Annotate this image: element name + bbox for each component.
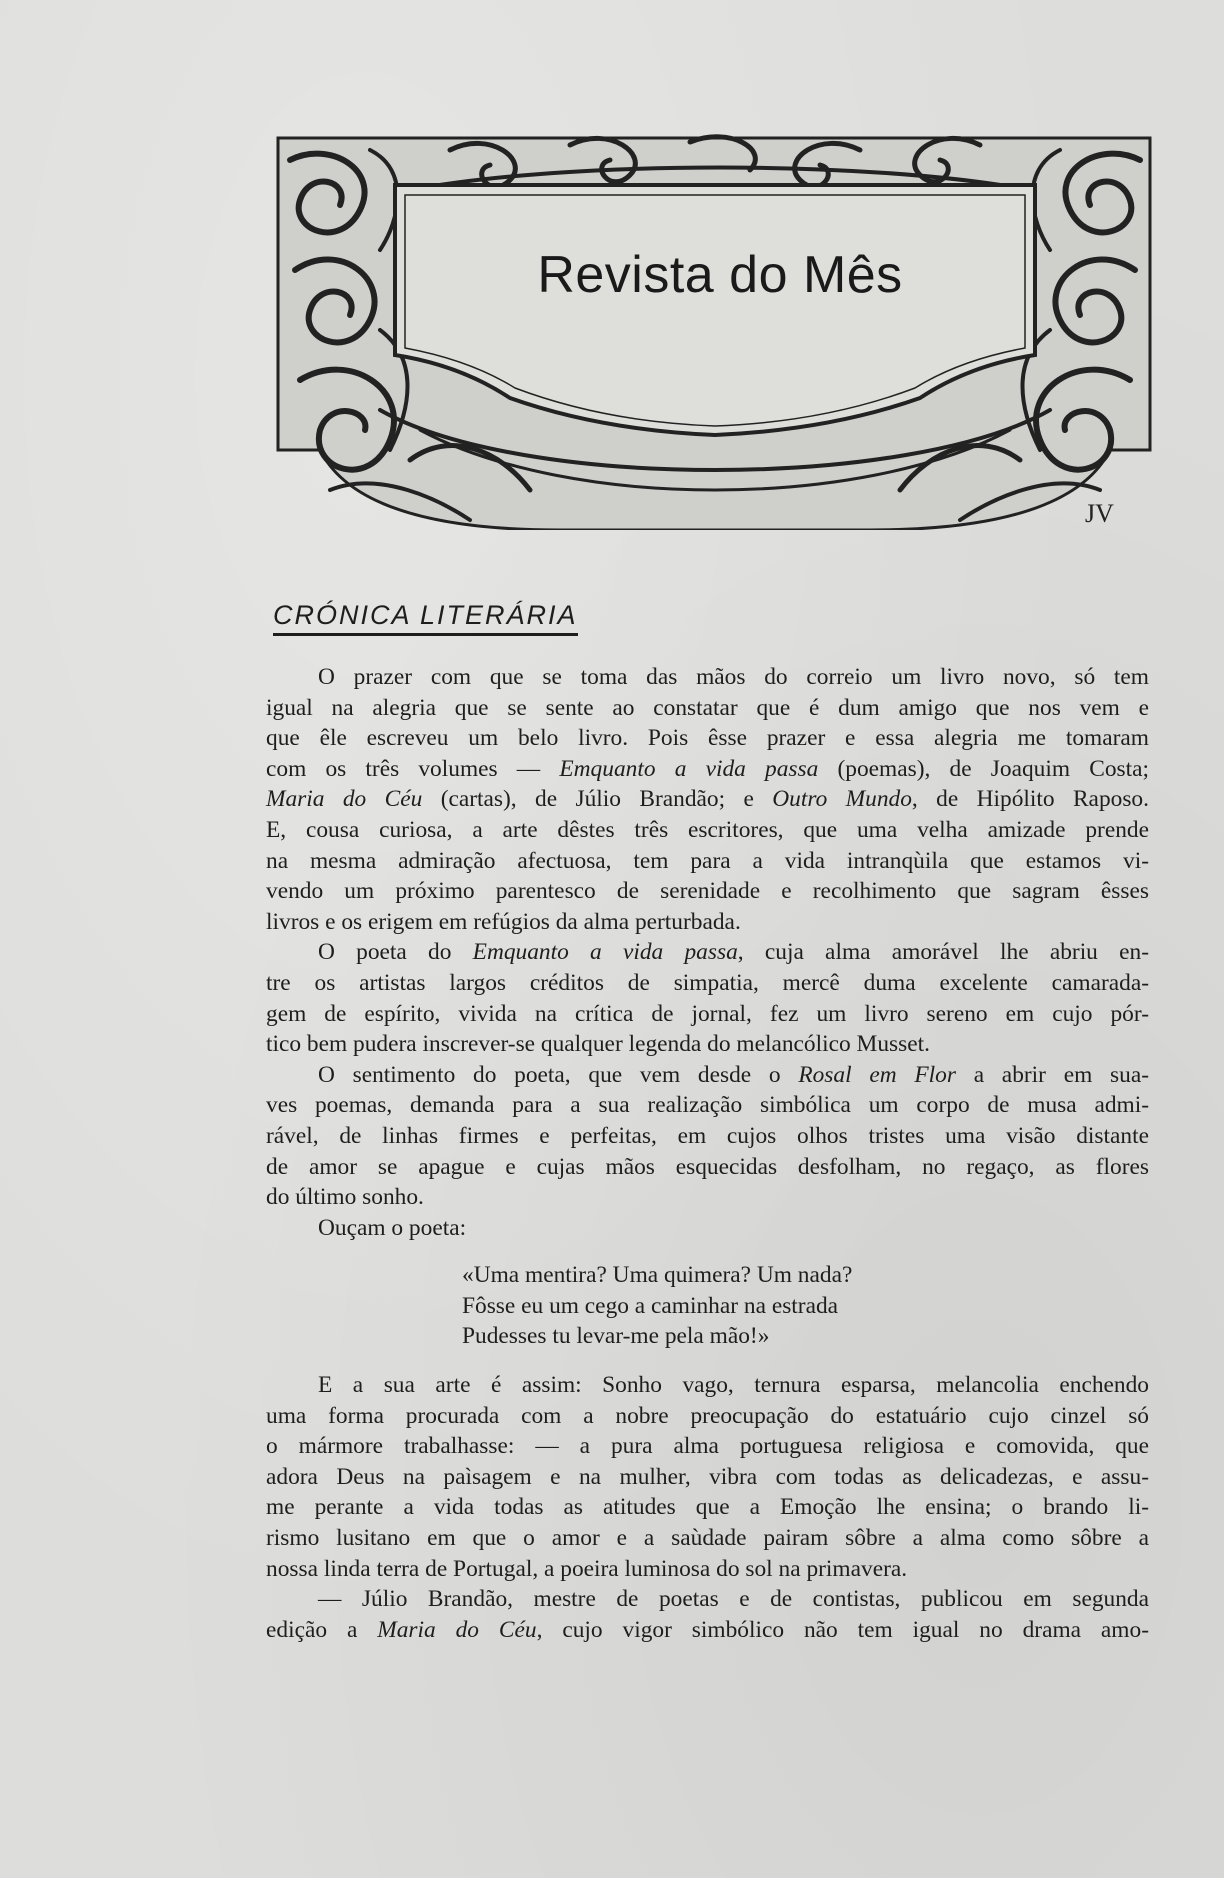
page-title: Revista do Mês [537, 246, 903, 304]
text: — Júlio Brandão, mestre de poetas e de contistas, publicou em segunda [318, 1586, 1149, 1613]
article-body [266, 662, 1149, 1645]
text: rável, de linhas firmes e perfeitas, em cujos olhos tristes uma visão distante [266, 1122, 1149, 1149]
text: tico bem pudera inscrever-se qualquer legenda do melancólico Musset. [266, 1031, 930, 1058]
text-line [266, 968, 1149, 999]
text-line [266, 937, 1149, 968]
text-line [266, 1492, 1149, 1523]
text-line [266, 754, 1149, 785]
text-line [266, 815, 1149, 846]
text: gem de espírito, vivida na crítica de jornal, fez um livro sereno em cujo pór- [266, 1000, 1149, 1027]
text: uma forma procurada com a nobre preocupação do estatuário cujo cinzel só [266, 1402, 1149, 1429]
text-line [266, 1182, 1149, 1213]
text-line [266, 1152, 1149, 1183]
text: E, cousa curiosa, a arte dêstes três escritores, que uma velha amizade prende [266, 816, 1149, 843]
text: a abrir em sua- [955, 1061, 1149, 1088]
book-title: Maria do Céu [266, 786, 423, 813]
text-line [266, 1060, 1149, 1091]
text: o mármore trabalhasse: — a pura alma portuguesa religiosa e comovida, que [266, 1433, 1149, 1460]
book-title: Emquanto a vida passa [559, 755, 819, 782]
text-line [266, 693, 1149, 724]
text-line [266, 1584, 1149, 1615]
text: igual na alegria que se sente ao constatar que é dum amigo que nos vem e [266, 694, 1149, 721]
text-line [266, 846, 1149, 877]
text-line [266, 1370, 1149, 1401]
text: O sentimento do poeta, que vem desde o [318, 1061, 799, 1088]
section-heading: CRÓNICA LITERÁRIA [273, 600, 578, 636]
text: , de Hipólito Raposo. [911, 786, 1149, 813]
text: que êle escreveu um belo livro. Pois êsse prazer e essa alegria me tomaram [266, 725, 1149, 752]
text-line [266, 784, 1149, 815]
text-line [266, 723, 1149, 754]
text-line [266, 1615, 1149, 1646]
text: me perante a vida todas as atitudes que a Emoção lhe ensina; o brando li- [266, 1494, 1149, 1521]
poem-line: Fôsse eu um cego a caminhar na estrada [462, 1292, 839, 1319]
text-line [266, 999, 1149, 1030]
text: O prazer com que se toma das mãos do correio um livro novo, só tem [318, 664, 1149, 690]
text-line [266, 1462, 1149, 1493]
text-line [266, 1554, 1149, 1585]
text: de amor se apague e cujas mãos esquecidas desfolham, no regaço, as flores [266, 1153, 1149, 1180]
text: edição a [266, 1616, 378, 1643]
text-line [266, 1090, 1149, 1121]
text: ves poemas, demanda para a sua realização simbólica um corpo de musa admi- [266, 1092, 1149, 1119]
text-line [266, 907, 1149, 938]
text-line [266, 1401, 1149, 1432]
text: adora Deus na paìsagem e na mulher, vibra com todas as delicadezas, e assu- [266, 1463, 1149, 1490]
book-title: Rosal em Flor [798, 1061, 956, 1088]
text: na mesma admiração afectuosa, tem para a vida intranqùila que estamos vi- [266, 847, 1149, 874]
text: O poeta do [318, 939, 473, 966]
text-line [266, 662, 1149, 693]
book-title: Outro Mundo [772, 786, 912, 813]
text-line [266, 1029, 1149, 1060]
poem-line: Pudesses tu levar-me pela mão!» [462, 1323, 770, 1350]
text: nossa linda terra de Portugal, a poeira luminosa do sol na primavera. [266, 1555, 908, 1582]
text: , cuja alma amorável lhe abriu en- [737, 939, 1149, 966]
monogram-text: JV [1085, 499, 1114, 528]
text: E a sua arte é assim: Sonho vago, ternura esparsa, melancolia enchendo [318, 1372, 1149, 1399]
poem-quote [266, 1260, 1149, 1352]
text: vendo um próximo parentesco de serenidade e recolhimento que sagram êsses [266, 878, 1149, 905]
text: (poemas), de Joaquim Costa; [818, 755, 1150, 782]
text-line [266, 876, 1149, 907]
text-line [266, 1523, 1149, 1554]
book-title: Maria do Céu [377, 1616, 537, 1643]
text: livros e os erigem em refúgios da alma perturbada. [266, 908, 741, 935]
text: do último sonho. [266, 1184, 424, 1211]
text: (cartas), de Júlio Brandão; e [422, 786, 773, 813]
text: Ouçam o poeta: [318, 1214, 467, 1241]
text-line [266, 1213, 1149, 1244]
text: tre os artistas largos créditos de simpatia, mercê duma excelente camarada- [266, 969, 1149, 996]
text: rismo lusitano em que o amor e a saùdade pairam sôbre a alma como sôbre a [266, 1525, 1149, 1552]
book-title: Emquanto a vida passa [472, 939, 738, 966]
text: com os três volumes — [266, 755, 560, 782]
text-line [266, 1431, 1149, 1462]
text-line [266, 1121, 1149, 1152]
text: , cujo vigor simbólico não tem igual no drama amo- [536, 1616, 1149, 1643]
poem-line: «Uma mentira? Uma quimera? Um nada? [462, 1262, 853, 1289]
